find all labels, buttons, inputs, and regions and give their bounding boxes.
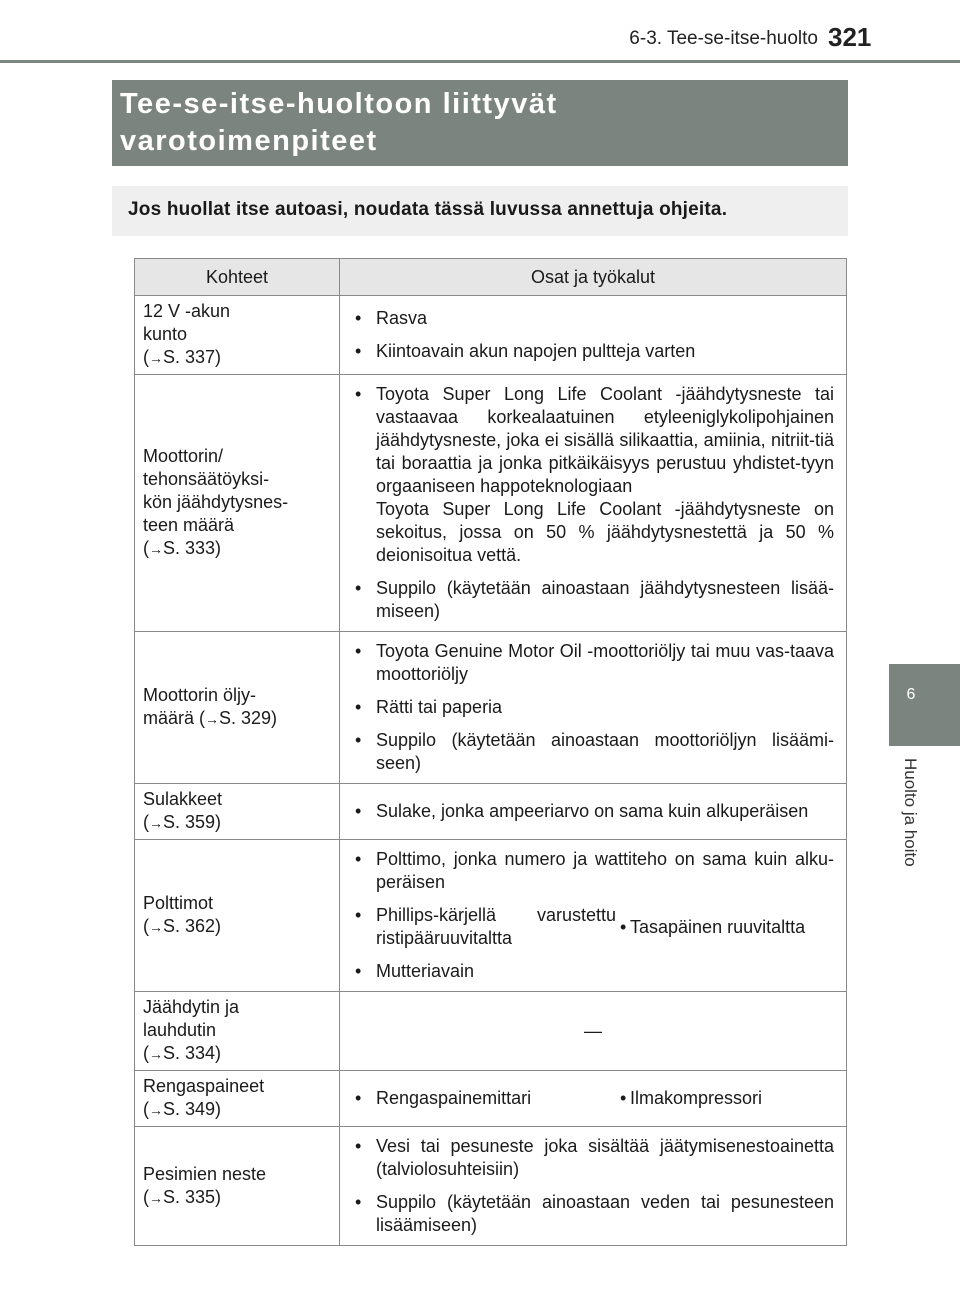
tire-gauge: Rengaspainemittari [376, 1088, 532, 1108]
table-header-row [135, 259, 847, 296]
page-ref: S. 329) [219, 708, 278, 728]
title-banner [112, 80, 848, 166]
list-item: • Sulake, jonka ampeeriarvo on sama kuin alkuperäisen [352, 800, 834, 823]
list-item: • Toyota Genuine Motor Oil -moottoriöljy tai muu vas-taava moottoriöljy [352, 640, 834, 686]
item-name: Polttimot [143, 893, 214, 913]
page-ref: S. 337) [163, 347, 222, 367]
arrow-icon: → [149, 541, 163, 557]
list-item: • Tasapäinen ruuvitaltta [616, 916, 834, 939]
title-line-1: Tee-se-itse-huoltoon liittyvät [120, 88, 558, 120]
arrow-icon: → [149, 815, 163, 831]
item-cell: Pesimien neste (→S. 335) [135, 1127, 340, 1246]
intro-box [112, 186, 848, 236]
item-cell: Rengaspaineet (→S. 349) [135, 1071, 340, 1127]
item-cell [135, 632, 340, 784]
list-item: • Vesi tai pesuneste joka sisältää jäätymisenestoainetta (talviolosuhteisiin) [352, 1135, 834, 1181]
page-ref: S. 334) [163, 1043, 222, 1063]
parts-cell [340, 784, 847, 840]
two-column-items [352, 904, 834, 950]
item-cell: Polttimot (→S. 362) [135, 840, 340, 992]
parts-cell-empty: — [340, 992, 847, 1071]
arrow-icon: → [205, 711, 220, 727]
title-line-2: varotoimenpiteet [120, 125, 378, 157]
page-title [120, 86, 558, 160]
list-item: • Rasva [352, 307, 834, 330]
arrow-icon: → [149, 1046, 163, 1062]
page-ref: S. 333) [163, 538, 222, 558]
chapter-number: 6 [906, 686, 916, 703]
page-ref: S. 335) [163, 1186, 222, 1207]
table-row [135, 840, 847, 992]
list-item: • Suppilo (käytetään ainoastaan jäähdytysnesteen lisää-miseen) [352, 577, 834, 623]
header-divider [0, 60, 960, 63]
item-name: Rengaspaineet [143, 1076, 265, 1096]
coolant-text: Toyota Super Long Life Coolant -jäähdytysneste tai vastaavaa korkealaatuinen etyleeniglykolipohjainen jäähdytysneste, joka ei sisällä silikaattia, amiinia, nitriit-tiä tai boraattia ja jonka pitkäikäisyys perustuu yhdistet-tyyn orgaaniseen happoteknologiaan [376, 384, 834, 496]
list-item: • Suppilo (käytetään ainoastaan veden tai pesunesteen lisäämiseen) [352, 1191, 834, 1237]
item-name: Jäähdytin ja lauhdutin [143, 997, 240, 1040]
item-name: Sulakkeet [143, 789, 223, 809]
list-item [352, 904, 834, 950]
arrow-icon: → [149, 1189, 163, 1206]
table-row [135, 992, 847, 1071]
item-name: Moottorin öljy- määrä ( [143, 685, 257, 728]
bullet-icon: • [355, 1088, 362, 1108]
chapter-tab [889, 664, 960, 746]
coolant-note: Toyota Super Long Life Coolant -jäähdytysneste on sekoitus, jossa on 50 % jäähdytysnestettä ja 50 % deionisoitua vettä. [376, 499, 834, 565]
list-item: • Ilmakompressori [616, 1087, 834, 1110]
parts-cell [340, 840, 847, 992]
item-cell: Moottorin/ tehonsäätöyksi- kön jäähdytysnes- teen määrä (→S. 333) [135, 375, 340, 632]
section-title: 6-3. Tee-se-itse-huolto [629, 28, 818, 49]
arrow-icon: → [149, 919, 163, 935]
parts-cell [340, 1127, 847, 1246]
chapter-label: Huolto ja hoito [901, 758, 920, 867]
list-item: • Rätti tai paperia [352, 696, 834, 719]
table-row [135, 1071, 847, 1127]
page-ref: S. 349) [163, 1099, 222, 1119]
list-item: • Mutteriavain [352, 960, 834, 983]
item-name: Pesimien neste [143, 1163, 267, 1184]
list-item [352, 1087, 616, 1110]
list-item [352, 383, 834, 567]
bullet-icon: • [355, 905, 362, 925]
page-ref: S. 362) [163, 916, 222, 936]
table-row [135, 1127, 847, 1246]
list-item: • Suppilo (käytetään ainoastaan moottoriöljyn lisäämi-seen) [352, 729, 834, 775]
maintenance-table [134, 258, 847, 1246]
parts-cell [340, 296, 847, 375]
item-name: 12 V -akun kunto [143, 301, 231, 344]
item-name: Moottorin/ tehonsäätöyksi- kön jäähdytysnes- teen määrä [143, 446, 289, 535]
page-ref: S. 359) [163, 812, 222, 832]
list-item: • Polttimo, jonka numero ja wattiteho on sama kuin alku-peräisen [352, 848, 834, 894]
table-row [135, 632, 847, 784]
table-row [135, 375, 847, 632]
table-row [135, 296, 847, 375]
arrow-icon: → [149, 350, 163, 366]
parts-cell [340, 632, 847, 784]
header-items: Kohteet [135, 259, 340, 296]
item-cell: Jäähdytin ja lauhdutin (→S. 334) [135, 992, 340, 1071]
list-item [352, 904, 616, 950]
intro-text: Jos huollat itse autoasi, noudata tässä luvussa annettuja ohjeita. [128, 199, 728, 220]
item-cell: Sulakkeet (→S. 359) [135, 784, 340, 840]
parts-cell [340, 1071, 847, 1127]
table-row [135, 784, 847, 840]
item-cell: 12 V -akun kunto (→S. 337) [135, 296, 340, 375]
page-number: 321 [828, 22, 872, 52]
two-column-items [352, 1087, 834, 1110]
arrow-icon: → [149, 1102, 163, 1118]
list-item: • Kiintoavain akun napojen pultteja varten [352, 340, 834, 363]
header-parts: Osat ja työkalut [340, 259, 847, 296]
parts-cell [340, 375, 847, 632]
screwdriver-phillips: Phillips-kärjellä varustettu ristipääruuvitaltta [376, 905, 616, 948]
